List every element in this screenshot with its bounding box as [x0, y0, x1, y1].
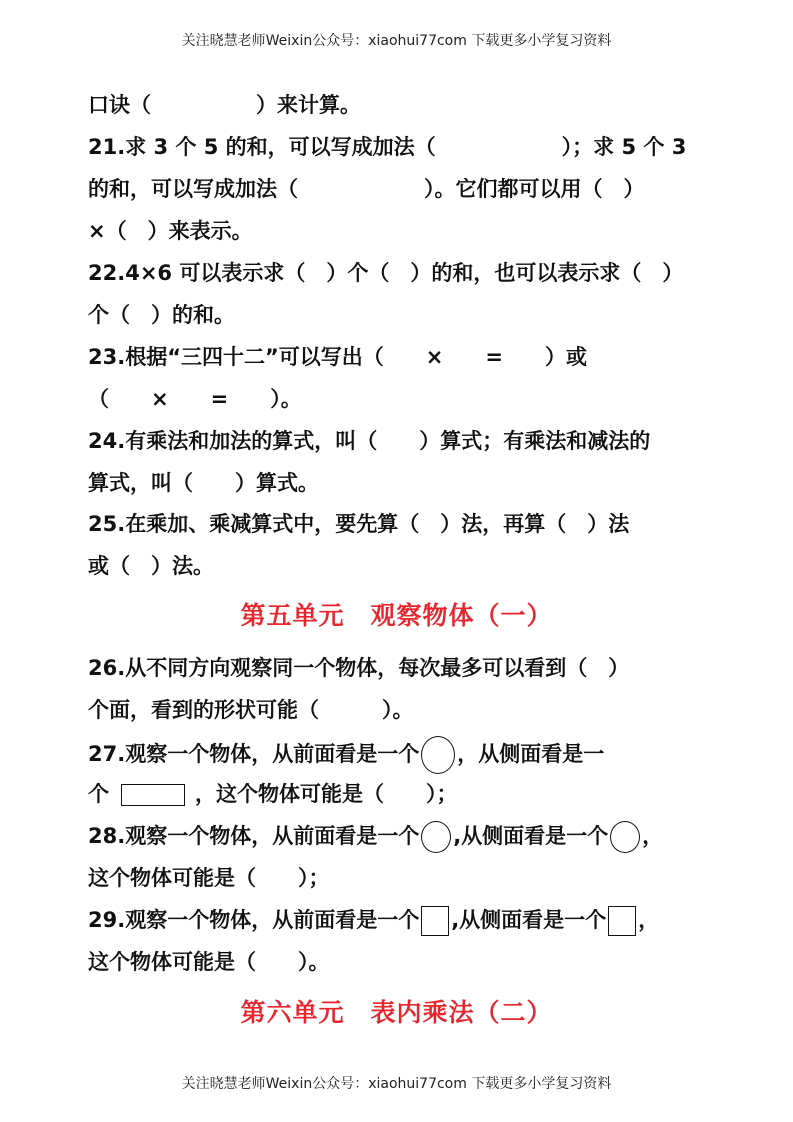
text-line: 这个物体可能是（ ）； — [88, 866, 330, 890]
section-title-unit6: 第六单元 表内乘法（二） — [240, 998, 553, 1027]
question-23: 23.根据“三四十二”可以写出（ × = ）或 — [88, 345, 587, 369]
section-title-unit5: 第五单元 观察物体（一） — [240, 601, 553, 630]
text-segment: 27.观察一个物体，从前面看是一个 — [88, 742, 420, 766]
text-segment: 个 — [88, 782, 109, 806]
text-line — [88, 778, 715, 810]
text-line: 或（ ）法。 — [88, 554, 214, 578]
text-line: （ × = ）。 — [88, 387, 302, 411]
square-shape-icon — [421, 906, 449, 936]
page-header: 关注晓慧老师Weixin公众号：xiaohui77com 下载更多小学复习资料 — [181, 33, 612, 49]
page-footer: 关注晓慧老师Weixin公众号：xiaohui77com 下载更多小学复习资料 — [181, 1076, 612, 1092]
text-line: 个面，看到的形状可能（ ）。 — [88, 698, 414, 722]
text-line: ×（ ）来表示。 — [88, 219, 253, 243]
question-27 — [88, 736, 715, 768]
question-29 — [88, 904, 715, 936]
text-line: 这个物体可能是（ ）。 — [88, 950, 330, 974]
text-segment: ， — [638, 908, 660, 932]
text-segment: ，这个物体可能是（ ）； — [195, 782, 458, 806]
text-line: 口诀（ ）来计算。 — [88, 93, 361, 117]
text-line: 的和，可以写成加法（ ）。它们都可以用（ ） — [88, 177, 645, 201]
text-line: 个（ ）的和。 — [88, 303, 235, 327]
question-25: 25.在乘加、乘减算式中，要先算（ ）法，再算（ ）法 — [88, 512, 630, 536]
square-shape-icon — [608, 906, 636, 936]
question-26: 26.从不同方向观察同一个物体，每次最多可以看到（ ） — [88, 656, 630, 680]
text-segment: 28.观察一个物体，从前面看是一个 — [88, 824, 420, 848]
rectangle-shape-icon — [121, 784, 185, 806]
text-segment: ， — [642, 824, 664, 848]
text-segment: ,从侧面看是一个 — [453, 824, 609, 848]
question-21: 21.求 3 个 5 的和，可以写成加法（ ）；求 5 个 3 — [88, 135, 687, 159]
circle-shape-icon — [610, 821, 640, 853]
circle-shape-icon — [421, 736, 455, 774]
question-22: 22.4×6 可以表示求（ ）个（ ）的和，也可以表示求（ ） — [88, 261, 684, 285]
text-line: 算式，叫（ ）算式。 — [88, 471, 319, 495]
text-segment: ，从侧面看是一 — [457, 742, 605, 766]
text-segment: 29.观察一个物体，从前面看是一个 — [88, 908, 420, 932]
circle-shape-icon — [421, 821, 451, 853]
question-24: 24.有乘法和加法的算式，叫（ ）算式；有乘法和减法的 — [88, 429, 651, 453]
question-28 — [88, 820, 715, 852]
text-segment: ,从侧面看是一个 — [451, 908, 607, 932]
